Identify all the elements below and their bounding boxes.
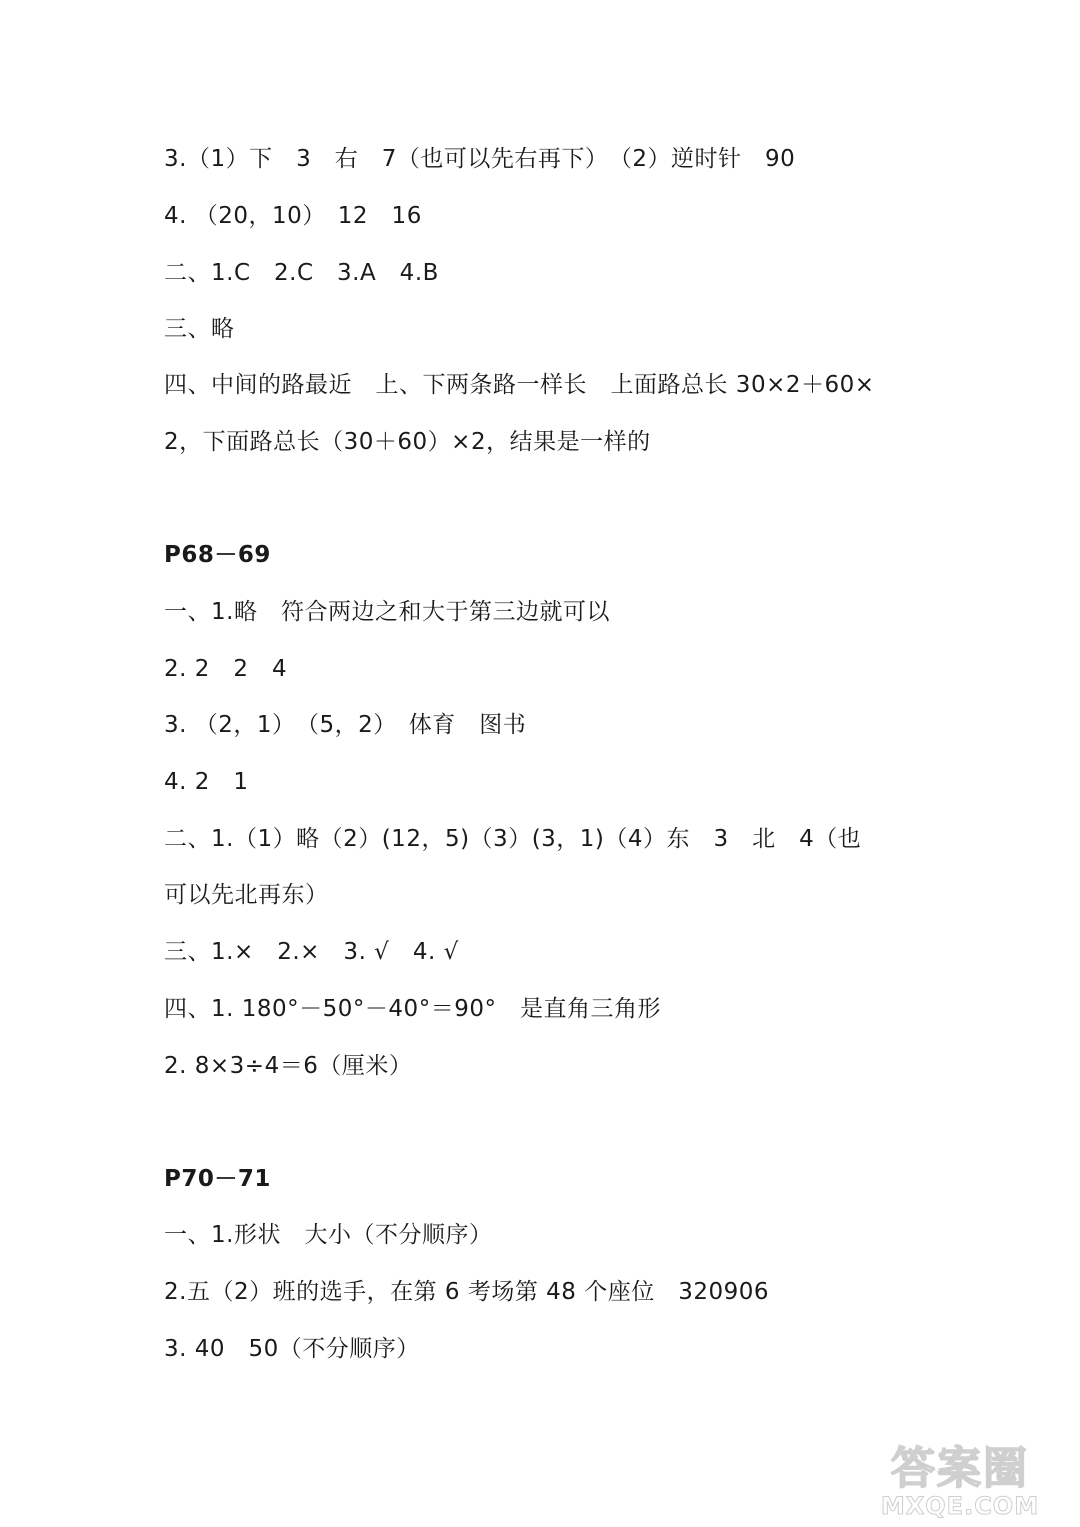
answer-line: 二、1.（1）略（2）(12，5)（3）(3，1)（4）东 3 北 4（也 xyxy=(164,826,862,852)
section-title-p68: P68－69 xyxy=(164,542,271,568)
watermark-logo: 答案圈 xyxy=(891,1443,1029,1494)
answer-line: 三、略 xyxy=(164,316,235,342)
answer-line: 4. 2 1 xyxy=(164,769,249,795)
answer-line: 3.（1）下 3 右 7（也可以先右再下） （2）逆时针 90 xyxy=(164,146,796,172)
answer-line: 2，下面路总长（30＋60）×2，结果是一样的 xyxy=(164,429,651,455)
answer-line: 可以先北再东） xyxy=(164,882,329,908)
answer-line: 2. 2 2 4 xyxy=(164,656,288,682)
answer-line: 三、1.× 2.× 3. √ 4. √ xyxy=(164,939,459,965)
answer-line: 一、1.略 符合两边之和大于第三边就可以 xyxy=(164,599,610,625)
section-title-p70: P70－71 xyxy=(164,1166,271,1192)
answer-line: 2.五（2）班的选手，在第 6 考场第 48 个座位 320906 xyxy=(164,1279,770,1305)
answer-line: 一、1.形状 大小（不分顺序） xyxy=(164,1222,493,1248)
watermark-url: MXQE.COM xyxy=(880,1492,1040,1520)
watermark xyxy=(870,1445,1050,1519)
answer-line: 四、中间的路最近 上、下两条路一样长 上面路总长 30×2＋60× xyxy=(164,372,875,398)
answer-line: 二、1.C 2.C 3.A 4.B xyxy=(164,260,439,286)
answer-line: 2. 8×3÷4＝6（厘米） xyxy=(164,1053,413,1079)
answer-line: 3. 40 50（不分顺序） xyxy=(164,1336,420,1362)
answer-line: 4. （20，10） 12 16 xyxy=(164,203,422,229)
answer-line: 3. （2，1） （5，2） 体育 图书 xyxy=(164,712,527,738)
answer-line: 四、1. 180°－50°－40°＝90° 是直角三角形 xyxy=(164,996,661,1022)
